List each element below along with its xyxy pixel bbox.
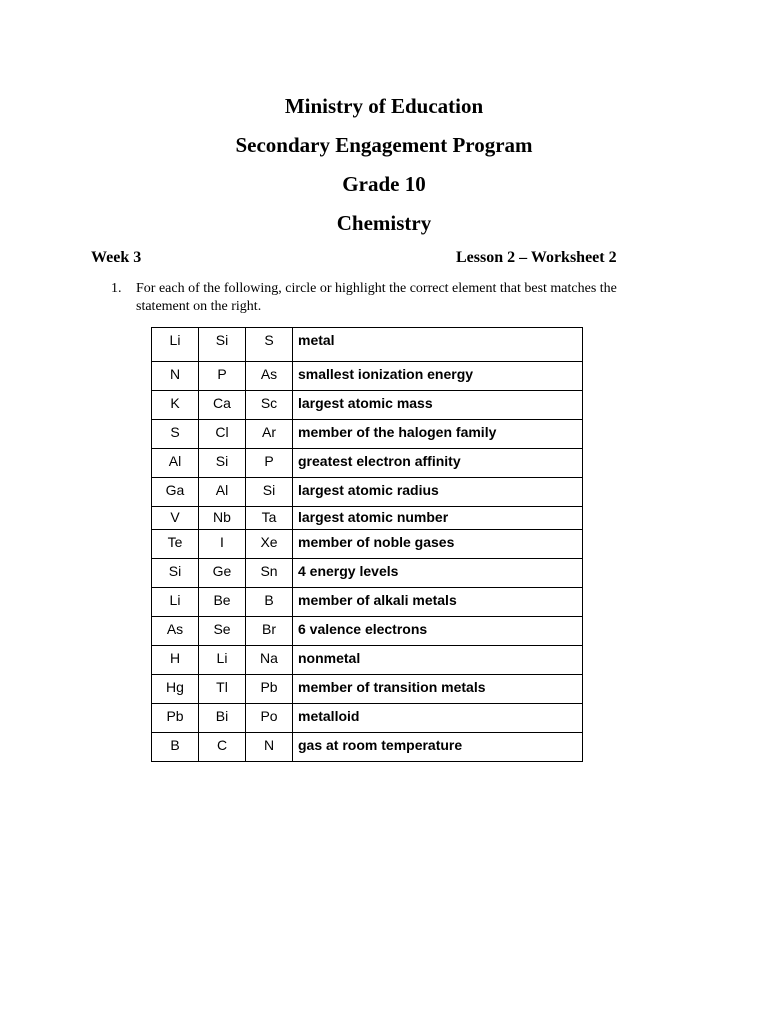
statement-cell: 4 energy levels	[293, 559, 583, 588]
element-option-cell[interactable]: Ca	[199, 391, 246, 420]
element-option-cell[interactable]: Hg	[152, 675, 199, 704]
element-option-cell[interactable]: I	[199, 530, 246, 559]
element-option-cell[interactable]: V	[152, 507, 199, 530]
table-row	[152, 733, 583, 762]
element-option-cell[interactable]: Al	[199, 478, 246, 507]
question-instruction	[111, 280, 671, 316]
statement-cell: member of the halogen family	[293, 420, 583, 449]
table-row	[152, 617, 583, 646]
table-row	[152, 449, 583, 478]
table-row	[152, 559, 583, 588]
element-option-cell[interactable]: Si	[199, 328, 246, 362]
element-option-cell[interactable]: N	[152, 362, 199, 391]
element-option-cell[interactable]: Be	[199, 588, 246, 617]
element-option-cell[interactable]: As	[152, 617, 199, 646]
element-option-cell[interactable]: Br	[246, 617, 293, 646]
element-option-cell[interactable]: K	[152, 391, 199, 420]
subject-title: Chemistry	[336, 211, 432, 235]
element-option-cell[interactable]: N	[246, 733, 293, 762]
element-option-cell[interactable]: Sc	[246, 391, 293, 420]
table-row	[152, 588, 583, 617]
statement-cell: nonmetal	[293, 646, 583, 675]
table-row	[152, 328, 583, 362]
element-option-cell[interactable]: P	[199, 362, 246, 391]
element-option-cell[interactable]: Te	[152, 530, 199, 559]
table-row	[152, 646, 583, 675]
element-option-cell[interactable]: Na	[246, 646, 293, 675]
element-option-cell[interactable]: Si	[152, 559, 199, 588]
element-option-cell[interactable]: Bi	[199, 704, 246, 733]
element-option-cell[interactable]: Se	[199, 617, 246, 646]
element-option-cell[interactable]: S	[246, 328, 293, 362]
element-option-cell[interactable]: Al	[152, 449, 199, 478]
element-option-cell[interactable]: Si	[199, 449, 246, 478]
element-option-cell[interactable]: B	[246, 588, 293, 617]
element-option-cell[interactable]: Pb	[152, 704, 199, 733]
element-option-cell[interactable]: As	[246, 362, 293, 391]
element-option-cell[interactable]: Li	[199, 646, 246, 675]
statement-cell: 6 valence electrons	[293, 617, 583, 646]
element-matching-table	[151, 327, 583, 762]
element-option-cell[interactable]: S	[152, 420, 199, 449]
statement-cell: member of transition metals	[293, 675, 583, 704]
question-text: For each of the following, circle or highlight the correct element that best matches the statement on the right.	[136, 281, 617, 314]
element-option-cell[interactable]: B	[152, 733, 199, 762]
table-row	[152, 478, 583, 507]
element-option-cell[interactable]: Si	[246, 478, 293, 507]
table-row	[152, 362, 583, 391]
lesson-label: Lesson 2 – Worksheet 2	[456, 249, 617, 266]
statement-cell: greatest electron affinity	[293, 449, 583, 478]
statement-cell: member of alkali metals	[293, 588, 583, 617]
statement-cell: largest atomic mass	[293, 391, 583, 420]
element-option-cell[interactable]: Xe	[246, 530, 293, 559]
statement-cell: largest atomic number	[293, 507, 583, 530]
element-option-cell[interactable]: Ga	[152, 478, 199, 507]
statement-cell: member of noble gases	[293, 530, 583, 559]
statement-cell: gas at room temperature	[293, 733, 583, 762]
element-option-cell[interactable]: Ta	[246, 507, 293, 530]
table-row	[152, 530, 583, 559]
table-row	[152, 391, 583, 420]
element-option-cell[interactable]: Nb	[199, 507, 246, 530]
element-option-cell[interactable]: Ar	[246, 420, 293, 449]
table-row	[152, 704, 583, 733]
element-option-cell[interactable]: P	[246, 449, 293, 478]
statement-cell: metalloid	[293, 704, 583, 733]
program-title: Secondary Engagement Program	[235, 133, 533, 157]
table-row	[152, 420, 583, 449]
element-option-cell[interactable]: Ge	[199, 559, 246, 588]
statement-cell: metal	[293, 328, 583, 362]
statement-cell: smallest ionization energy	[293, 362, 583, 391]
element-option-cell[interactable]: Po	[246, 704, 293, 733]
element-option-cell[interactable]: Li	[152, 588, 199, 617]
element-option-cell[interactable]: Sn	[246, 559, 293, 588]
element-option-cell[interactable]: H	[152, 646, 199, 675]
element-option-cell[interactable]: Cl	[199, 420, 246, 449]
ministry-title: Ministry of Education	[284, 94, 484, 118]
question-number: 1.	[111, 281, 122, 296]
week-label: Week 3	[91, 249, 142, 266]
element-option-cell[interactable]: Li	[152, 328, 199, 362]
table-row	[152, 507, 583, 530]
element-option-cell[interactable]: C	[199, 733, 246, 762]
element-option-cell[interactable]: Tl	[199, 675, 246, 704]
grade-title: Grade 10	[342, 172, 426, 196]
element-option-cell[interactable]: Pb	[246, 675, 293, 704]
statement-cell: largest atomic radius	[293, 478, 583, 507]
table-row	[152, 675, 583, 704]
